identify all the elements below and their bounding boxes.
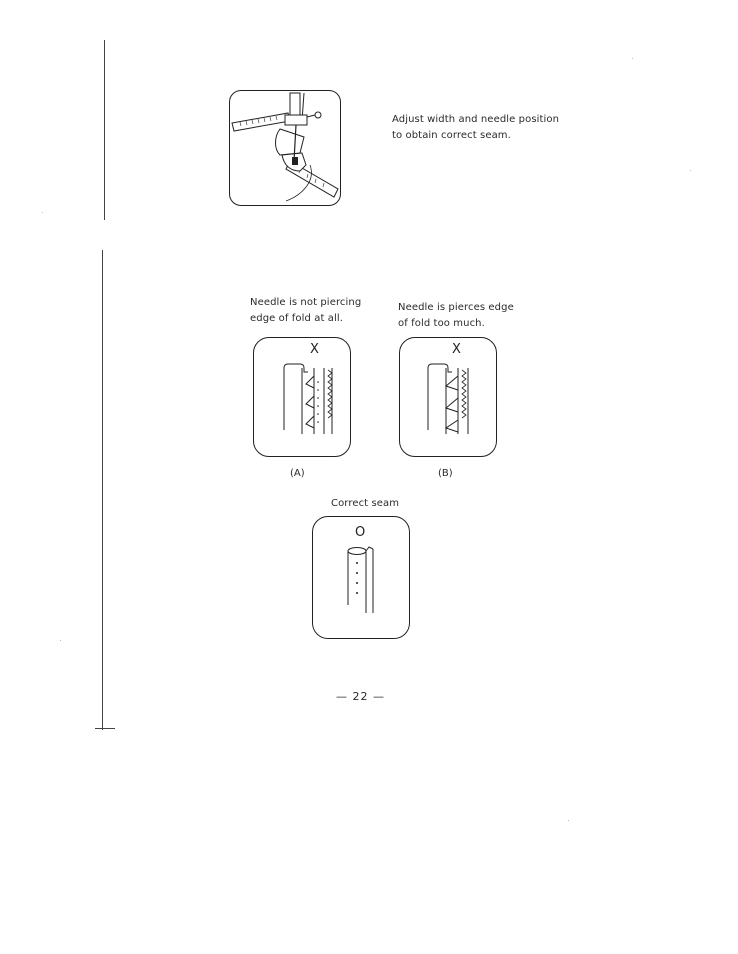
adjust-note-line: Adjust width and needle position	[392, 114, 560, 125]
scan-speck	[690, 170, 691, 171]
presser-foot-icon	[230, 91, 340, 205]
example-a-mark: X	[310, 342, 319, 357]
example-b-caption-line: of fold too much.	[398, 318, 485, 329]
margin-rule	[104, 40, 105, 220]
example-a-caption	[250, 295, 390, 327]
margin-rule	[95, 728, 115, 729]
scan-speck	[60, 640, 61, 641]
example-b-caption-line: Needle is pierces edge	[398, 302, 514, 313]
example-b-illustration	[399, 337, 497, 457]
example-b-mark: X	[452, 342, 461, 357]
example-a-caption-line: Needle is not piercing	[250, 297, 362, 308]
example-b-caption	[398, 300, 538, 332]
scan-speck	[42, 212, 43, 213]
margin-rule	[102, 250, 103, 730]
adjust-note-line: to obtain correct seam.	[392, 130, 511, 141]
correct-seam-caption: Correct seam	[331, 498, 400, 509]
example-b-label: (B)	[438, 468, 453, 479]
correct-seam-mark: O	[355, 525, 366, 540]
stitch-correct-icon	[313, 517, 409, 638]
scan-speck	[632, 58, 633, 59]
stitch-too-close-icon	[400, 338, 496, 456]
example-a-label: (A)	[290, 468, 305, 479]
page-number: — 22 —	[336, 690, 385, 703]
adjust-note	[392, 112, 592, 144]
correct-seam-illustration	[312, 516, 410, 639]
stitch-too-far-icon	[254, 338, 350, 456]
presser-foot-illustration	[229, 90, 341, 206]
scan-speck	[568, 820, 569, 821]
example-a-illustration	[253, 337, 351, 457]
example-a-caption-line: edge of fold at all.	[250, 313, 344, 324]
